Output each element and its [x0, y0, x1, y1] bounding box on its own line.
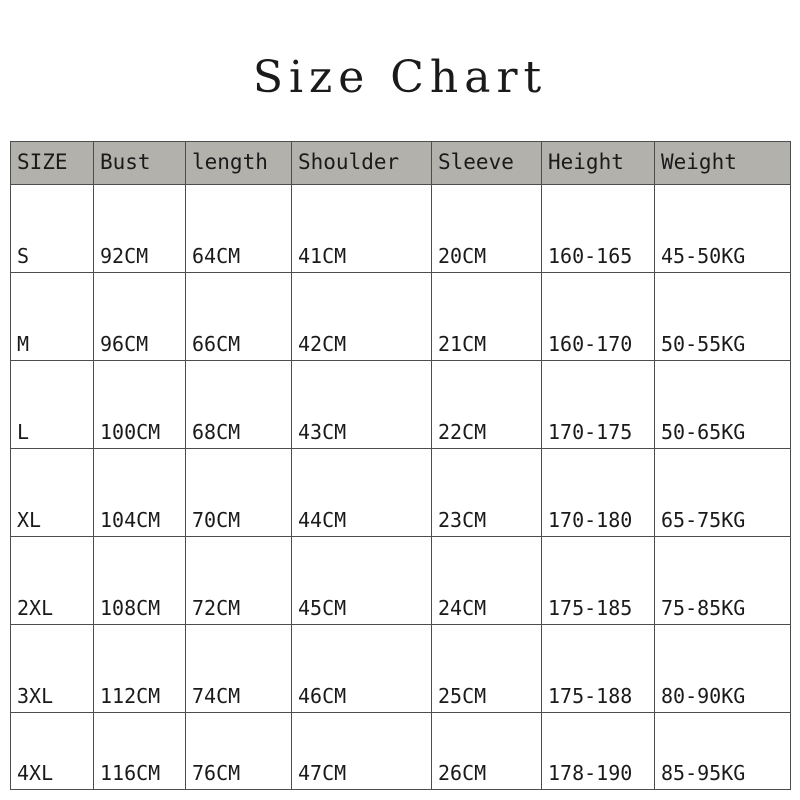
cell-shoulder: 45CM [292, 537, 432, 625]
cell-height: 160-165 [542, 185, 655, 273]
cell-shoulder: 43CM [292, 361, 432, 449]
cell-sleeve: 21CM [432, 273, 542, 361]
cell-length: 66CM [186, 273, 292, 361]
cell-shoulder: 46CM [292, 625, 432, 713]
column-header-bust: Bust [94, 142, 186, 185]
cell-shoulder: 41CM [292, 185, 432, 273]
cell-bust: 108CM [94, 537, 186, 625]
cell-size: 4XL [11, 713, 94, 790]
cell-height: 175-185 [542, 537, 655, 625]
column-header-shoulder: Shoulder [292, 142, 432, 185]
cell-shoulder: 44CM [292, 449, 432, 537]
cell-length: 74CM [186, 625, 292, 713]
table-row [11, 713, 791, 790]
table-row [11, 361, 791, 449]
size-chart-table-wrapper [10, 141, 790, 790]
cell-weight: 75-85KG [655, 537, 791, 625]
cell-weight: 85-95KG [655, 713, 791, 790]
cell-length: 70CM [186, 449, 292, 537]
cell-length: 72CM [186, 537, 292, 625]
cell-bust: 92CM [94, 185, 186, 273]
table-row [11, 537, 791, 625]
table-row [11, 449, 791, 537]
cell-sleeve: 24CM [432, 537, 542, 625]
cell-size: XL [11, 449, 94, 537]
cell-weight: 45-50KG [655, 185, 791, 273]
cell-height: 170-175 [542, 361, 655, 449]
column-header-weight: Weight [655, 142, 791, 185]
column-header-height: Height [542, 142, 655, 185]
cell-height: 175-188 [542, 625, 655, 713]
cell-weight: 50-65KG [655, 361, 791, 449]
cell-size: S [11, 185, 94, 273]
cell-sleeve: 20CM [432, 185, 542, 273]
cell-sleeve: 22CM [432, 361, 542, 449]
cell-height: 178-190 [542, 713, 655, 790]
page-title: Size Chart [252, 52, 548, 103]
cell-height: 170-180 [542, 449, 655, 537]
column-header-size: SIZE [11, 142, 94, 185]
cell-weight: 50-55KG [655, 273, 791, 361]
cell-shoulder: 42CM [292, 273, 432, 361]
cell-weight: 65-75KG [655, 449, 791, 537]
table-header-row [11, 142, 791, 185]
cell-weight: 80-90KG [655, 625, 791, 713]
cell-bust: 100CM [94, 361, 186, 449]
size-chart-table [10, 141, 791, 790]
cell-height: 160-170 [542, 273, 655, 361]
column-header-sleeve: Sleeve [432, 142, 542, 185]
column-header-length: length [186, 142, 292, 185]
cell-shoulder: 47CM [292, 713, 432, 790]
cell-size: 2XL [11, 537, 94, 625]
cell-bust: 116CM [94, 713, 186, 790]
cell-sleeve: 25CM [432, 625, 542, 713]
cell-size: L [11, 361, 94, 449]
table-row [11, 625, 791, 713]
cell-bust: 96CM [94, 273, 186, 361]
cell-size: 3XL [11, 625, 94, 713]
cell-length: 76CM [186, 713, 292, 790]
cell-sleeve: 26CM [432, 713, 542, 790]
table-row [11, 185, 791, 273]
cell-sleeve: 23CM [432, 449, 542, 537]
table-row [11, 273, 791, 361]
cell-size: M [11, 273, 94, 361]
cell-bust: 112CM [94, 625, 186, 713]
cell-length: 64CM [186, 185, 292, 273]
cell-bust: 104CM [94, 449, 186, 537]
cell-length: 68CM [186, 361, 292, 449]
